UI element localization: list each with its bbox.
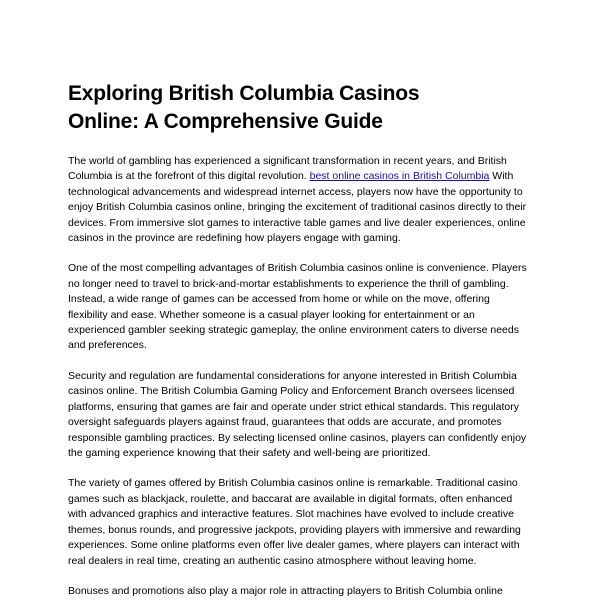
paragraph-1-before-link: The world of gambling has experienced a significant transformation in recent years, and British Columbia is at the forefront of this digital revolution. bbox=[68, 154, 507, 183]
paragraph-3: Security and regulation are fundamental considerations for anyone interested in British Columbia casinos online. The British Columbia Gaming Policy and Enforcement Branch oversees licensed platforms, ensuring that games are fair and operate under strict ethical standards. This regulatory oversight safeguards players against fraud, guarantees that odds are accurate, and promotes responsible gambling practices. By selecting licensed online casinos, players can confidently enjoy the gaming experience knowing that their safety and well-being are prioritized. bbox=[68, 369, 527, 460]
page-title bbox=[68, 80, 532, 136]
best-online-casinos-link[interactable]: best online casinos in British Columbia bbox=[309, 170, 490, 183]
paragraph-5: Bonuses and promotions also play a major role in attracting players to British Columbia online bbox=[68, 584, 503, 597]
paragraph-2: One of the most compelling advantages of British Columbia casinos online is convenience. Players no longer need to travel to brick-and-mortar establishments to experience the thrill of gambling. Instead, a wide range of games can be accessed from home or while on the move, offering flexibility and ease. Whether someone is a casual player looking for entertainment or an experienced gambler seeking strategic gameplay, the online environment caters to diverse needs and preferences. bbox=[68, 262, 527, 352]
page-title-line-1: Exploring British Columbia Casinos bbox=[68, 82, 420, 105]
paragraph-4: The variety of games offered by British Columbia casinos online is remarkable. Traditional casino games such as blackjack, roulette, and baccarat are available in digital formats, often enhanced with advanced graphics and interactive features. Slot machines have evolved to include creative themes, bonus rounds, and progressive jackpots, providing players with immersive and rewarding experiences. Some online platforms even offer live dealer games, where players can interact with real dealers in real time, creating an authentic casino atmosphere without leaving home. bbox=[68, 477, 521, 567]
paragraph-1-after-link: With technological advancements and widespread internet access, players now have the opportunity to enjoy British Columbia casinos online, bringing the excitement of traditional casinos directly to their devices. From immersive slot games to interactive table games and live dealer experiences, online casinos in the province are redefining how players engage with gaming. bbox=[68, 170, 527, 244]
paragraph-1 bbox=[68, 154, 532, 247]
page-title-line-2: Online: A Comprehensive Guide bbox=[68, 109, 383, 133]
